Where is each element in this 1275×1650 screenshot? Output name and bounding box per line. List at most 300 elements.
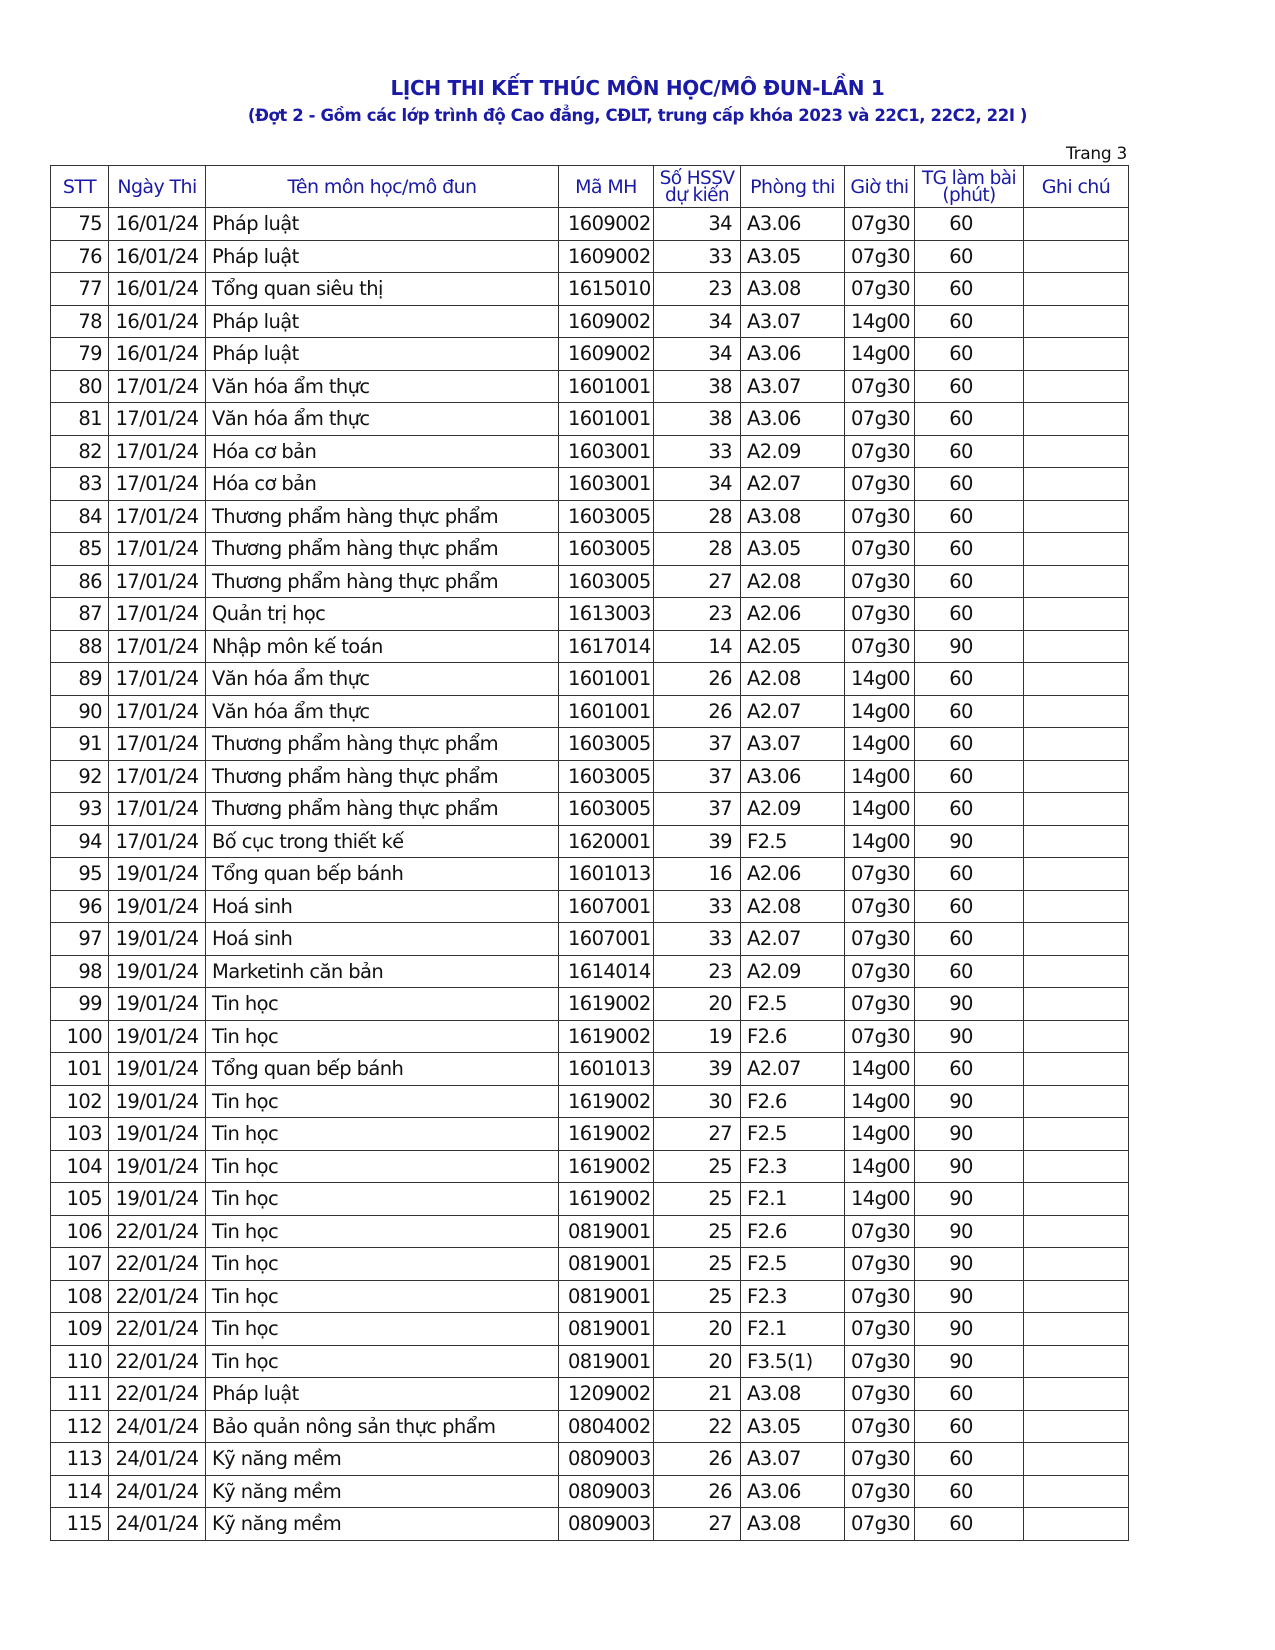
table-row [51, 1313, 1129, 1346]
cell-subject-code: 0819001 [559, 1280, 654, 1313]
cell-subject-name: Tin học [206, 1118, 559, 1151]
table-row [51, 1410, 1129, 1443]
cell-duration: 60 [915, 728, 1024, 761]
cell-room: A3.05 [741, 533, 845, 566]
cell-time: 14g00 [845, 1053, 915, 1086]
cell-subject-code: 1619002 [559, 988, 654, 1021]
cell-student-count: 37 [654, 793, 741, 826]
cell-stt: 93 [51, 793, 109, 826]
cell-subject-name: Thương phẩm hàng thực phẩm [206, 565, 559, 598]
cell-room: F3.5(1) [741, 1345, 845, 1378]
cell-subject-code: 0819001 [559, 1345, 654, 1378]
cell-duration: 90 [915, 1020, 1024, 1053]
cell-date: 22/01/24 [109, 1215, 206, 1248]
cell-room: F2.5 [741, 988, 845, 1021]
cell-note [1024, 273, 1129, 306]
cell-room: A2.07 [741, 468, 845, 501]
cell-room: A2.09 [741, 435, 845, 468]
cell-note [1024, 728, 1129, 761]
cell-note [1024, 1215, 1129, 1248]
table-row [51, 533, 1129, 566]
cell-date: 17/01/24 [109, 598, 206, 631]
table-header-row [51, 166, 1129, 208]
table-row [51, 305, 1129, 338]
cell-note [1024, 208, 1129, 241]
cell-duration: 60 [915, 695, 1024, 728]
table-row [51, 1085, 1129, 1118]
cell-room: A3.07 [741, 1443, 845, 1476]
cell-date: 17/01/24 [109, 695, 206, 728]
cell-student-count: 25 [654, 1215, 741, 1248]
cell-student-count: 26 [654, 1475, 741, 1508]
cell-stt: 110 [51, 1345, 109, 1378]
cell-student-count: 34 [654, 468, 741, 501]
cell-student-count: 38 [654, 370, 741, 403]
cell-room: A2.08 [741, 663, 845, 696]
cell-date: 19/01/24 [109, 923, 206, 956]
cell-stt: 80 [51, 370, 109, 403]
cell-subject-name: Văn hóa ẩm thực [206, 663, 559, 696]
cell-subject-name: Kỹ năng mềm [206, 1508, 559, 1541]
document-title: LỊCH THI KẾT THÚC MÔN HỌC/MÔ ĐUN-LẦN 1 [390, 76, 885, 100]
cell-duration: 90 [915, 1345, 1024, 1378]
cell-note [1024, 1508, 1129, 1541]
cell-student-count: 37 [654, 728, 741, 761]
table-row [51, 370, 1129, 403]
cell-note [1024, 858, 1129, 891]
cell-time: 07g30 [845, 598, 915, 631]
cell-note [1024, 955, 1129, 988]
cell-stt: 86 [51, 565, 109, 598]
cell-subject-name: Văn hóa ẩm thực [206, 370, 559, 403]
cell-subject-code: 0809003 [559, 1508, 654, 1541]
cell-student-count: 16 [654, 858, 741, 891]
cell-duration: 60 [915, 565, 1024, 598]
cell-subject-code: 1603005 [559, 533, 654, 566]
table-row [51, 468, 1129, 501]
cell-date: 17/01/24 [109, 370, 206, 403]
cell-student-count: 27 [654, 565, 741, 598]
cell-note [1024, 565, 1129, 598]
cell-stt: 90 [51, 695, 109, 728]
cell-duration: 90 [915, 988, 1024, 1021]
cell-student-count: 23 [654, 273, 741, 306]
cell-date: 16/01/24 [109, 208, 206, 241]
cell-subject-name: Hóa cơ bản [206, 468, 559, 501]
cell-subject-name: Tổng quan bếp bánh [206, 1053, 559, 1086]
cell-date: 19/01/24 [109, 890, 206, 923]
cell-time: 07g30 [845, 1215, 915, 1248]
cell-student-count: 39 [654, 825, 741, 858]
cell-date: 19/01/24 [109, 1020, 206, 1053]
cell-stt: 91 [51, 728, 109, 761]
cell-student-count: 34 [654, 338, 741, 371]
table-row [51, 1020, 1129, 1053]
cell-stt: 84 [51, 500, 109, 533]
cell-subject-code: 1619002 [559, 1118, 654, 1151]
cell-subject-name: Kỹ năng mềm [206, 1443, 559, 1476]
cell-time: 07g30 [845, 1378, 915, 1411]
cell-subject-code: 1619002 [559, 1085, 654, 1118]
cell-student-count: 27 [654, 1508, 741, 1541]
cell-time: 14g00 [845, 1183, 915, 1216]
cell-subject-code: 0819001 [559, 1215, 654, 1248]
cell-room: A2.09 [741, 793, 845, 826]
cell-time: 07g30 [845, 565, 915, 598]
cell-time: 14g00 [845, 728, 915, 761]
cell-note [1024, 825, 1129, 858]
cell-date: 16/01/24 [109, 273, 206, 306]
table-row [51, 1118, 1129, 1151]
cell-subject-code: 1617014 [559, 630, 654, 663]
cell-duration: 60 [915, 858, 1024, 891]
cell-room: A3.06 [741, 403, 845, 436]
cell-subject-name: Kỹ năng mềm [206, 1475, 559, 1508]
cell-subject-code: 0804002 [559, 1410, 654, 1443]
cell-room: F2.5 [741, 1248, 845, 1281]
cell-student-count: 38 [654, 403, 741, 436]
cell-room: F2.3 [741, 1150, 845, 1183]
cell-time: 07g30 [845, 890, 915, 923]
cell-duration: 60 [915, 370, 1024, 403]
cell-note [1024, 1313, 1129, 1346]
cell-note [1024, 403, 1129, 436]
cell-note [1024, 500, 1129, 533]
cell-duration: 60 [915, 338, 1024, 371]
cell-note [1024, 1345, 1129, 1378]
cell-subject-code: 1620001 [559, 825, 654, 858]
cell-note [1024, 1085, 1129, 1118]
cell-subject-name: Pháp luật [206, 208, 559, 241]
cell-room: A3.08 [741, 273, 845, 306]
cell-note [1024, 305, 1129, 338]
cell-student-count: 19 [654, 1020, 741, 1053]
cell-student-count: 25 [654, 1248, 741, 1281]
cell-note [1024, 630, 1129, 663]
cell-duration: 60 [915, 1508, 1024, 1541]
cell-subject-name: Hoá sinh [206, 923, 559, 956]
cell-duration: 60 [915, 403, 1024, 436]
cell-time: 07g30 [845, 1313, 915, 1346]
exam-schedule-table [50, 165, 1129, 1541]
cell-subject-code: 1609002 [559, 305, 654, 338]
cell-subject-code: 1607001 [559, 890, 654, 923]
cell-date: 19/01/24 [109, 858, 206, 891]
cell-stt: 76 [51, 240, 109, 273]
table-row [51, 1183, 1129, 1216]
cell-duration: 60 [915, 1443, 1024, 1476]
header-subject-name: Tên môn học/mô đun [206, 166, 559, 208]
cell-time: 07g30 [845, 468, 915, 501]
cell-student-count: 25 [654, 1183, 741, 1216]
cell-date: 24/01/24 [109, 1508, 206, 1541]
cell-note [1024, 793, 1129, 826]
cell-stt: 99 [51, 988, 109, 1021]
cell-subject-name: Pháp luật [206, 338, 559, 371]
cell-time: 07g30 [845, 1248, 915, 1281]
table-row [51, 1150, 1129, 1183]
cell-room: A3.08 [741, 500, 845, 533]
cell-duration: 90 [915, 1183, 1024, 1216]
table-row [51, 728, 1129, 761]
cell-stt: 113 [51, 1443, 109, 1476]
cell-subject-code: 1619002 [559, 1183, 654, 1216]
cell-student-count: 33 [654, 890, 741, 923]
cell-duration: 60 [915, 305, 1024, 338]
cell-date: 19/01/24 [109, 1085, 206, 1118]
cell-duration: 90 [915, 1215, 1024, 1248]
cell-stt: 115 [51, 1508, 109, 1541]
cell-time: 07g30 [845, 1508, 915, 1541]
cell-student-count: 20 [654, 1345, 741, 1378]
cell-note [1024, 1053, 1129, 1086]
cell-time: 07g30 [845, 1345, 915, 1378]
table-row [51, 858, 1129, 891]
cell-student-count: 27 [654, 1118, 741, 1151]
cell-subject-name: Bảo quản nông sản thực phẩm [206, 1410, 559, 1443]
cell-subject-code: 1607001 [559, 923, 654, 956]
cell-note [1024, 760, 1129, 793]
cell-date: 17/01/24 [109, 468, 206, 501]
cell-note [1024, 1150, 1129, 1183]
cell-room: A3.08 [741, 1378, 845, 1411]
cell-subject-name: Pháp luật [206, 240, 559, 273]
cell-subject-name: Marketinh căn bản [206, 955, 559, 988]
cell-room: A3.06 [741, 1475, 845, 1508]
cell-note [1024, 988, 1129, 1021]
cell-subject-name: Tin học [206, 988, 559, 1021]
cell-note [1024, 435, 1129, 468]
cell-student-count: 34 [654, 305, 741, 338]
cell-stt: 95 [51, 858, 109, 891]
cell-subject-name: Quản trị học [206, 598, 559, 631]
cell-note [1024, 1280, 1129, 1313]
cell-date: 19/01/24 [109, 955, 206, 988]
cell-subject-name: Văn hóa ẩm thực [206, 403, 559, 436]
cell-note [1024, 338, 1129, 371]
cell-room: F2.6 [741, 1215, 845, 1248]
cell-date: 17/01/24 [109, 533, 206, 566]
cell-date: 24/01/24 [109, 1410, 206, 1443]
cell-student-count: 20 [654, 1313, 741, 1346]
cell-note [1024, 370, 1129, 403]
cell-note [1024, 1443, 1129, 1476]
cell-stt: 97 [51, 923, 109, 956]
cell-subject-name: Tin học [206, 1345, 559, 1378]
cell-subject-code: 1619002 [559, 1020, 654, 1053]
cell-student-count: 28 [654, 500, 741, 533]
cell-duration: 60 [915, 1410, 1024, 1443]
cell-student-count: 28 [654, 533, 741, 566]
cell-room: A3.06 [741, 338, 845, 371]
cell-duration: 60 [915, 273, 1024, 306]
cell-time: 07g30 [845, 1280, 915, 1313]
cell-student-count: 22 [654, 1410, 741, 1443]
cell-room: A3.07 [741, 728, 845, 761]
cell-subject-name: Tin học [206, 1280, 559, 1313]
cell-time: 07g30 [845, 500, 915, 533]
cell-subject-code: 1603001 [559, 435, 654, 468]
cell-subject-code: 1601013 [559, 1053, 654, 1086]
cell-stt: 88 [51, 630, 109, 663]
cell-subject-code: 1613003 [559, 598, 654, 631]
cell-time: 14g00 [845, 1085, 915, 1118]
cell-date: 19/01/24 [109, 988, 206, 1021]
cell-stt: 83 [51, 468, 109, 501]
cell-subject-code: 1601001 [559, 695, 654, 728]
cell-student-count: 25 [654, 1150, 741, 1183]
header-student-count [654, 166, 741, 208]
table-row [51, 1345, 1129, 1378]
cell-stt: 82 [51, 435, 109, 468]
table-row [51, 1378, 1129, 1411]
cell-time: 14g00 [845, 1150, 915, 1183]
cell-stt: 85 [51, 533, 109, 566]
cell-subject-code: 1603005 [559, 500, 654, 533]
cell-note [1024, 533, 1129, 566]
cell-note [1024, 1183, 1129, 1216]
cell-duration: 60 [915, 793, 1024, 826]
cell-subject-code: 1609002 [559, 240, 654, 273]
cell-student-count: 26 [654, 663, 741, 696]
cell-note [1024, 1118, 1129, 1151]
table-row [51, 500, 1129, 533]
cell-time: 07g30 [845, 1475, 915, 1508]
cell-duration: 90 [915, 1085, 1024, 1118]
cell-student-count: 26 [654, 1443, 741, 1476]
cell-date: 17/01/24 [109, 793, 206, 826]
cell-note [1024, 1020, 1129, 1053]
cell-date: 17/01/24 [109, 403, 206, 436]
cell-subject-name: Văn hóa ẩm thực [206, 695, 559, 728]
cell-subject-name: Pháp luật [206, 305, 559, 338]
cell-stt: 75 [51, 208, 109, 241]
cell-note [1024, 1410, 1129, 1443]
cell-time: 07g30 [845, 533, 915, 566]
header-time: Giờ thi [845, 166, 915, 208]
cell-time: 14g00 [845, 760, 915, 793]
cell-time: 14g00 [845, 825, 915, 858]
header-duration [915, 166, 1024, 208]
cell-student-count: 23 [654, 598, 741, 631]
cell-room: F2.5 [741, 825, 845, 858]
cell-subject-code: 1609002 [559, 338, 654, 371]
cell-room: A3.07 [741, 370, 845, 403]
cell-date: 16/01/24 [109, 305, 206, 338]
cell-date: 16/01/24 [109, 338, 206, 371]
cell-room: A3.05 [741, 1410, 845, 1443]
cell-subject-name: Thương phẩm hàng thực phẩm [206, 760, 559, 793]
cell-time: 07g30 [845, 435, 915, 468]
table-row [51, 793, 1129, 826]
cell-date: 17/01/24 [109, 728, 206, 761]
cell-time: 07g30 [845, 240, 915, 273]
cell-date: 22/01/24 [109, 1280, 206, 1313]
cell-time: 14g00 [845, 663, 915, 696]
cell-date: 22/01/24 [109, 1248, 206, 1281]
cell-duration: 90 [915, 1313, 1024, 1346]
table-row [51, 825, 1129, 858]
cell-duration: 60 [915, 1053, 1024, 1086]
cell-date: 17/01/24 [109, 760, 206, 793]
cell-room: F2.3 [741, 1280, 845, 1313]
cell-subject-name: Thương phẩm hàng thực phẩm [206, 793, 559, 826]
cell-stt: 79 [51, 338, 109, 371]
table-row [51, 1215, 1129, 1248]
cell-stt: 107 [51, 1248, 109, 1281]
cell-date: 17/01/24 [109, 500, 206, 533]
cell-date: 22/01/24 [109, 1378, 206, 1411]
cell-duration: 90 [915, 1150, 1024, 1183]
cell-stt: 105 [51, 1183, 109, 1216]
cell-subject-name: Tin học [206, 1248, 559, 1281]
cell-subject-name: Hóa cơ bản [206, 435, 559, 468]
cell-subject-code: 1615010 [559, 273, 654, 306]
cell-student-count: 33 [654, 435, 741, 468]
cell-date: 16/01/24 [109, 240, 206, 273]
cell-date: 19/01/24 [109, 1053, 206, 1086]
cell-student-count: 23 [654, 955, 741, 988]
cell-duration: 60 [915, 500, 1024, 533]
cell-stt: 114 [51, 1475, 109, 1508]
cell-date: 22/01/24 [109, 1313, 206, 1346]
cell-stt: 98 [51, 955, 109, 988]
cell-room: A3.06 [741, 760, 845, 793]
cell-duration: 60 [915, 923, 1024, 956]
cell-note [1024, 468, 1129, 501]
cell-room: A3.05 [741, 240, 845, 273]
cell-room: A2.07 [741, 1053, 845, 1086]
cell-stt: 96 [51, 890, 109, 923]
cell-duration: 60 [915, 208, 1024, 241]
cell-subject-code: 1603005 [559, 565, 654, 598]
table-row [51, 403, 1129, 436]
header-duration-line1: TG làm bài [921, 167, 1017, 189]
table-row [51, 695, 1129, 728]
cell-time: 07g30 [845, 273, 915, 306]
cell-room: F2.6 [741, 1020, 845, 1053]
cell-date: 17/01/24 [109, 435, 206, 468]
cell-duration: 60 [915, 890, 1024, 923]
cell-subject-name: Tổng quan siêu thị [206, 273, 559, 306]
cell-room: A2.08 [741, 890, 845, 923]
cell-subject-name: Thương phẩm hàng thực phẩm [206, 728, 559, 761]
cell-subject-code: 1603001 [559, 468, 654, 501]
cell-room: F2.5 [741, 1118, 845, 1151]
cell-duration: 60 [915, 598, 1024, 631]
cell-subject-code: 1601001 [559, 403, 654, 436]
cell-time: 07g30 [845, 858, 915, 891]
header-subject-code: Mã MH [559, 166, 654, 208]
cell-date: 17/01/24 [109, 630, 206, 663]
header-stt: STT [51, 166, 109, 208]
cell-room: A2.06 [741, 858, 845, 891]
cell-room: A2.07 [741, 923, 845, 956]
cell-time: 14g00 [845, 305, 915, 338]
cell-subject-code: 1601001 [559, 370, 654, 403]
cell-date: 17/01/24 [109, 825, 206, 858]
cell-date: 19/01/24 [109, 1118, 206, 1151]
cell-room: A2.06 [741, 598, 845, 631]
cell-note [1024, 1378, 1129, 1411]
cell-student-count: 14 [654, 630, 741, 663]
cell-student-count: 26 [654, 695, 741, 728]
cell-duration: 60 [915, 533, 1024, 566]
table-row [51, 338, 1129, 371]
document-subtitle: (Đợt 2 - Gồm các lớp trình độ Cao đẳng, CĐLT, trung cấp khóa 2023 và 22C1, 22C2, 22I ) [247, 106, 1028, 125]
cell-time: 07g30 [845, 1020, 915, 1053]
cell-subject-code: 1609002 [559, 208, 654, 241]
